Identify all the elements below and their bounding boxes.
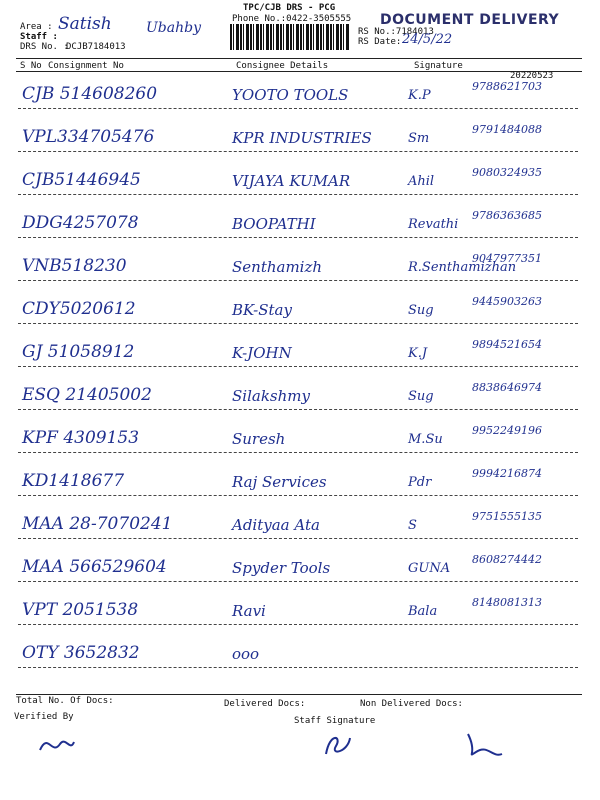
consignment-number: CJB51446945 [22,170,141,190]
consignee-name: K-JOHN [232,344,292,362]
row-separator [18,624,578,625]
staff-label: Staff : [20,32,58,42]
brand-logo: DOCUMENT DELIVERY [380,12,560,28]
col-sno: S No [20,61,42,71]
row-separator [18,323,578,324]
receiver-signature: M.Su [408,432,443,447]
row-separator [18,495,578,496]
col-signature: Signature [414,61,463,71]
receiver-phone: 9786363685 [472,209,542,222]
receiver-signature: Revathi [408,217,459,232]
consignment-number: KD1418677 [22,471,125,491]
phone-number: Phone No.:0422-3505555 [232,14,352,24]
receiver-phone: 9994216874 [472,467,542,480]
receiver-phone: 9894521654 [472,338,542,351]
row-separator [18,366,578,367]
consignment-number: VPT 2051538 [22,600,139,620]
consignee-name: Spyder Tools [232,559,331,577]
receiver-phone: 9080324935 [472,166,542,179]
receiver-signature: Sug [408,303,434,318]
footer-rule [16,694,582,695]
rs-date-value: 24/5/22 [402,32,453,47]
receiver-signature: K.J [408,346,428,361]
barcode-image [230,24,350,50]
consignee-name: VIJAYA KUMAR [232,172,351,190]
receiver-signature: Bala [408,604,438,619]
receiver-signature-mark [458,724,508,764]
col-consignee: Consignee Details [236,61,329,71]
row-separator [18,538,578,539]
consignment-number: MAA 566529604 [22,557,167,577]
consignee-name: Adityaa Ata [232,516,320,534]
receiver-phone: 9788621703 [472,80,542,93]
header-rule-bottom [16,71,582,72]
row-separator [18,452,578,453]
drs-no-value: DCJB7184013 [66,42,126,52]
receiver-signature: Ahil [408,174,435,189]
row-separator [18,409,578,410]
non-delivered-docs-label: Non Delivered Docs: [360,699,463,709]
receiver-signature: Sug [408,389,434,404]
consignment-number: CJB 514608260 [22,84,158,104]
consignment-number: DDG4257078 [22,213,139,233]
staff-signature-label: Staff Signature [294,716,376,726]
receiver-phone: 9445903263 [472,295,542,308]
consignee-name: Suresh [232,430,286,448]
row-separator [18,151,578,152]
area-value: Satish [58,14,112,34]
receiver-phone: 8608274442 [472,553,542,566]
receiver-signature: Pdr [408,475,432,490]
receiver-phone: 9751555135 [472,510,542,523]
row-separator [18,280,578,281]
receiver-signature: R.Senthamizhan [408,260,517,275]
consignment-number: ESQ 21405002 [22,385,152,405]
consignment-number: CDY5020612 [22,299,136,319]
row-separator [18,108,578,109]
verified-by-signature [30,722,80,762]
consignee-name: BOOPATHI [232,215,316,233]
receiver-phone: 8838646974 [472,381,542,394]
consignee-name: Raj Services [232,473,327,491]
row-separator [18,194,578,195]
consignee-name: Senthamizh [232,258,323,276]
area-label: Area : [20,22,53,32]
row-separator [18,237,578,238]
consignee-name: ooo [232,645,260,663]
consignment-number: MAA 28-7070241 [22,514,173,534]
verified-by-label: Verified By [14,712,74,722]
consignee-name: KPR INDUSTRIES [232,129,372,147]
staff-signature-mark [318,724,358,764]
receiver-signature: GUNA [408,561,451,576]
receiver-signature: S [408,518,417,533]
receiver-signature: Sm [408,131,430,146]
row-separator [18,581,578,582]
rs-date-label: RS Date: [358,37,402,47]
drs-no-label: DRS No. : [20,42,69,52]
rs-no: RS No.:7184013 [358,27,434,37]
consignment-number: OTY 3652832 [22,643,140,663]
col-consignment: Consignment No [48,61,124,71]
date-code: 20220523 [510,71,554,81]
consignment-number: VPL334705476 [22,127,155,147]
total-docs-label: Total No. Of Docs: [16,696,114,706]
receiver-signature: K.P [408,88,431,103]
consignee-name: Silakshmy [232,387,310,405]
consignment-number: GJ 51058912 [22,342,135,362]
receiver-phone: 9791484088 [472,123,542,136]
delivered-docs-label: Delivered Docs: [224,699,306,709]
receiver-phone: 8148081313 [472,596,542,609]
consignee-name: BK-Stay [232,301,292,319]
area-extra: Ubahby [146,20,201,36]
consignee-name: Ravi [232,602,266,620]
consignment-number: KPF 4309153 [22,428,140,448]
consignment-number: VNB518230 [22,256,127,276]
document-title: TPC/CJB DRS - PCG [243,3,336,13]
header-rule [16,58,582,59]
receiver-phone: 9047977351 [472,252,542,265]
consignee-name: YOOTO TOOLS [232,86,349,104]
row-separator [18,667,578,668]
receiver-phone: 9952249196 [472,424,542,437]
